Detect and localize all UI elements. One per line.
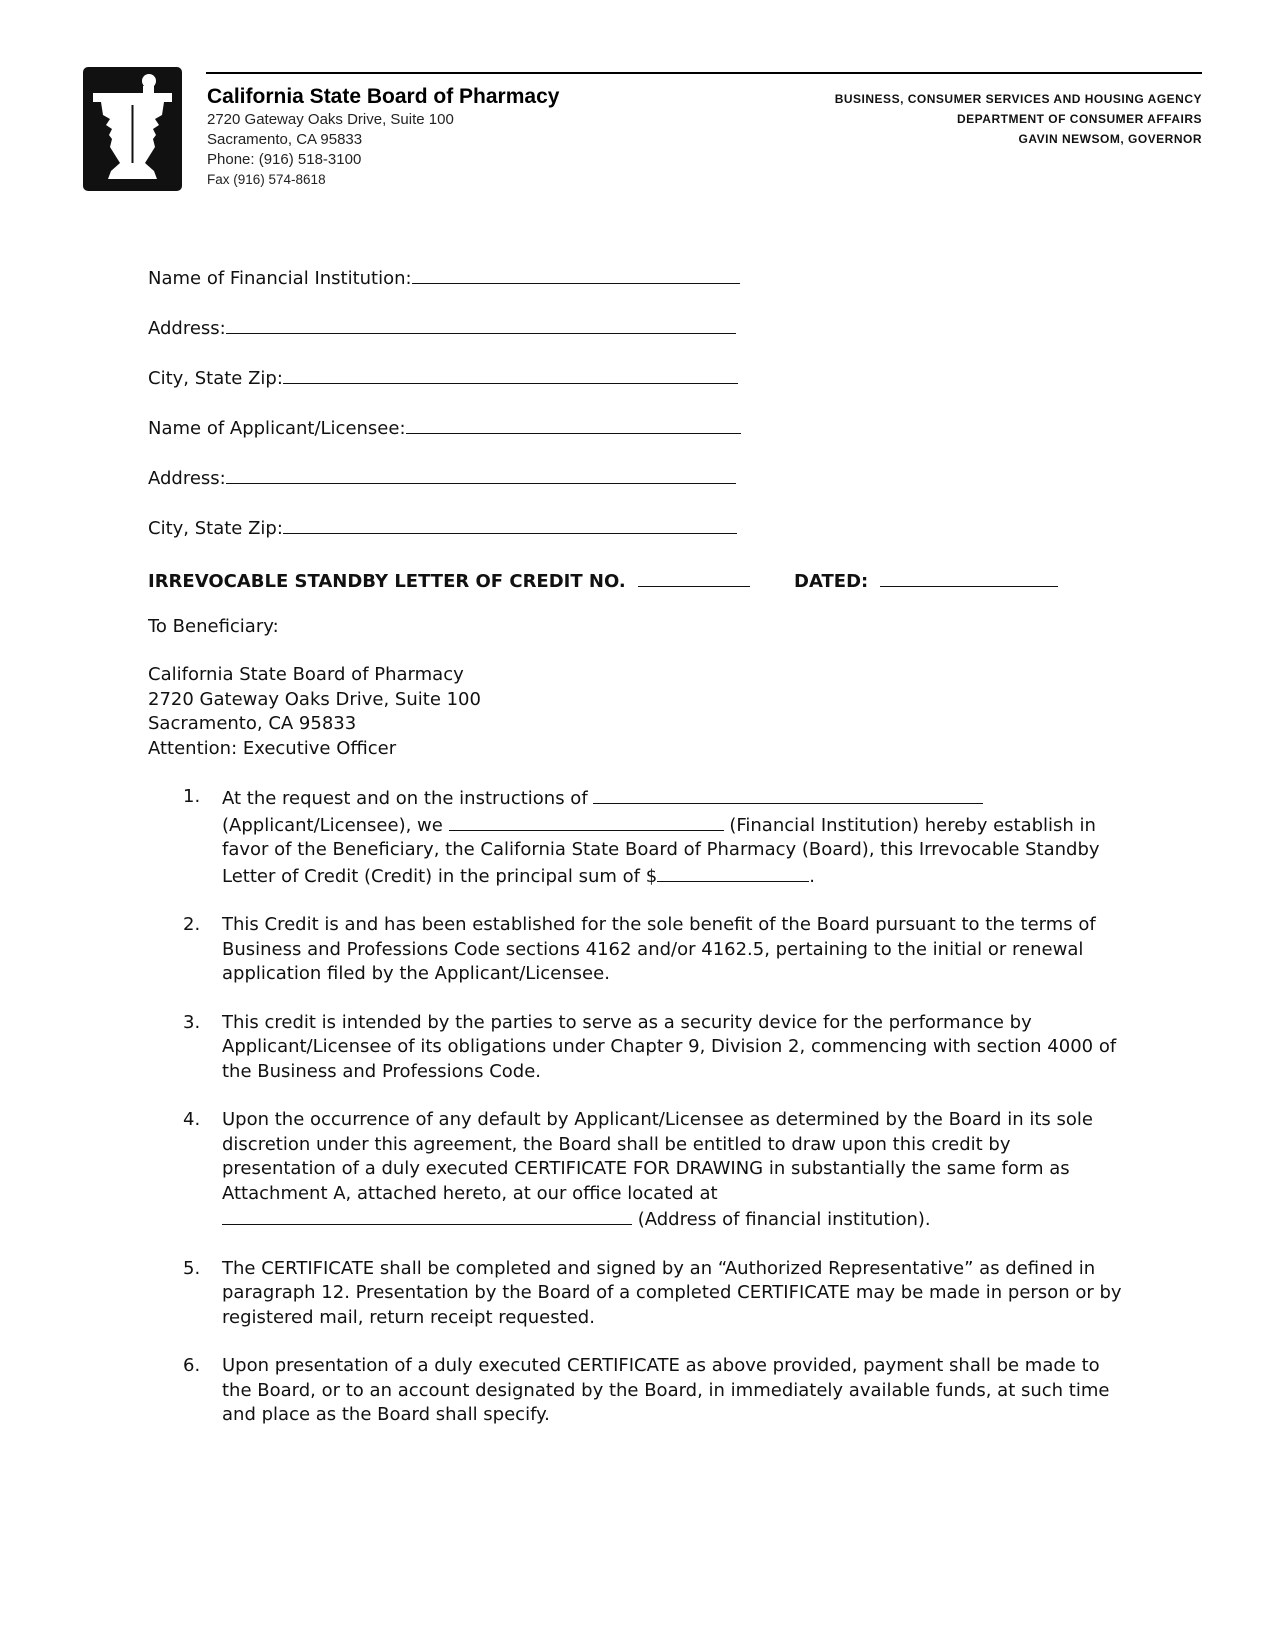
org-address-line2: Sacramento, CA 95833 <box>207 131 363 148</box>
beneficiary-line2: 2720 Gateway Oaks Drive, Suite 100 <box>148 688 481 710</box>
beneficiary-address <box>148 663 1123 761</box>
org-block <box>207 84 559 190</box>
applicant-address-field <box>148 463 1123 513</box>
agency-block <box>835 89 1202 149</box>
org-fax: Fax (916) 574-8618 <box>207 172 326 187</box>
term-item-3 <box>148 1011 1123 1085</box>
org-name: California State Board of Pharmacy <box>207 85 560 108</box>
institution-address-label: Address: <box>148 318 226 339</box>
dated-label: DATED: <box>794 571 869 592</box>
applicant-city-label: City, State Zip: <box>148 518 283 539</box>
institution-address-field <box>148 313 1123 363</box>
applicant-city-blank[interactable] <box>283 513 737 534</box>
term-item-1 <box>148 785 1123 889</box>
letter-heading <box>148 567 1123 615</box>
term-item-5 <box>148 1257 1123 1331</box>
applicant-blank[interactable] <box>593 785 983 804</box>
institution-name-label: Name of Financial Institution: <box>148 268 412 289</box>
header-rule <box>206 72 1202 74</box>
institution-city-blank[interactable] <box>283 363 738 384</box>
term-text: Upon presentation of a duly executed CERTIFICATE as above provided, payment shall be made to the Board, or to an account designated by the Board, in immediately available funds, at such time and place as the Board shall specify. <box>222 1355 1110 1425</box>
applicant-address-blank[interactable] <box>226 463 736 484</box>
term-item-2 <box>148 913 1123 987</box>
term-text-tail: (Address of financial institution). <box>637 1209 931 1230</box>
agency-line2: DEPARTMENT OF CONSUMER AFFAIRS <box>957 112 1202 126</box>
applicant-name-label: Name of Applicant/Licensee: <box>148 418 406 439</box>
agency-line1: BUSINESS, CONSUMER SERVICES AND HOUSING AGENCY <box>834 92 1202 106</box>
term-text-part3: (Financial Institution) hereby establish in favor of the Beneficiary, the California State Board of Pharmacy (Board), this Irrevocable Standby Letter of Credit (Credit) in the principal sum of $ <box>222 814 1100 887</box>
term-text-part4: . <box>809 865 815 887</box>
org-phone: Phone: (916) 518-3100 <box>207 151 362 168</box>
institution-address-inline-blank[interactable] <box>222 1206 632 1225</box>
institution-city-field <box>148 363 1123 413</box>
term-number: 1. <box>183 786 201 807</box>
term-number: 3. <box>183 1011 201 1033</box>
institution-address-blank[interactable] <box>226 313 736 334</box>
agency-line3: GAVIN NEWSOM, GOVERNOR <box>1018 132 1202 146</box>
org-address-line1: 2720 Gateway Oaks Drive, Suite 100 <box>207 111 454 128</box>
to-beneficiary: To Beneficiary: <box>148 616 279 637</box>
letter-body <box>148 263 1123 1452</box>
term-text: The CERTIFICATE shall be completed and signed by an “Authorized Representative” as defined in paragraph 12. Presentation by the Board of a completed CERTIFICATE may be made in person or by registered mail, return receipt requested. <box>222 1257 1122 1328</box>
dated-blank[interactable] <box>880 568 1058 587</box>
beneficiary-line3: Sacramento, CA 95833 <box>148 713 357 734</box>
term-number: 6. <box>183 1355 201 1376</box>
credit-number-blank[interactable] <box>638 568 750 587</box>
applicant-name-field <box>148 413 1123 463</box>
applicant-city-field <box>148 513 1123 563</box>
principal-sum-blank[interactable] <box>657 863 809 882</box>
letter-title: IRREVOCABLE STANDBY LETTER OF CREDIT NO. <box>148 571 626 592</box>
term-number: 5. <box>183 1257 201 1279</box>
term-number: 2. <box>183 914 201 935</box>
term-number: 4. <box>183 1109 201 1130</box>
institution-name-field <box>148 263 1123 313</box>
institution-name-blank[interactable] <box>412 263 740 284</box>
term-text: This credit is intended by the parties to serve as a security device for the performance by Applicant/Licensee of its obligations under Chapter 9, Division 2, commencing with section 4000 of the Business and Professions Code. <box>222 1011 1117 1082</box>
term-text-part2: (Applicant/Licensee), we <box>222 814 443 836</box>
term-text-part1: At the request and on the instructions of <box>222 788 588 809</box>
institution-blank[interactable] <box>449 812 724 831</box>
applicant-address-label: Address: <box>148 468 226 489</box>
institution-city-label: City, State Zip: <box>148 368 283 389</box>
term-item-6 <box>148 1354 1123 1428</box>
term-text: Upon the occurrence of any default by Applicant/Licensee as determined by the Board in its sole discretion under this agreement, the Board shall be entitled to draw upon this credit by presentation of a duly executed CERTIFICATE FOR DRAWING in substantially the same form as Attachment A, attached hereto, at our office located at <box>222 1109 1093 1204</box>
terms-list <box>148 785 1123 1428</box>
term-item-4 <box>148 1108 1123 1233</box>
beneficiary-line4: Attention: Executive Officer <box>148 737 397 759</box>
board-of-pharmacy-logo <box>83 67 182 191</box>
term-text: This Credit is and has been established for the sole benefit of the Board pursuant to the terms of Business and Professions Code sections 4162 and/or 4162.5, pertaining to the initial or renewal application filed by the Applicant/Licensee. <box>222 914 1096 984</box>
beneficiary-line1: California State Board of Pharmacy <box>148 664 464 685</box>
applicant-name-blank[interactable] <box>406 413 741 434</box>
